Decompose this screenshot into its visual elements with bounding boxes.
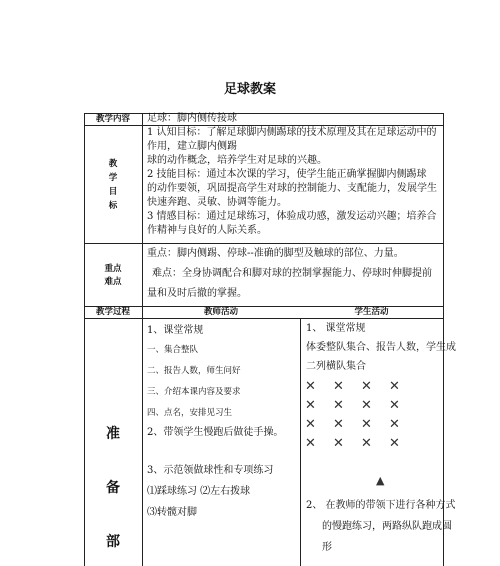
- goals-label-char: 目: [108, 187, 118, 197]
- student-position-icon: ✕: [389, 436, 400, 451]
- content-label: 教学内容: [95, 114, 130, 124]
- teacher-line: 2、带领学生慢跑后做徒手操。: [147, 427, 284, 438]
- content-text: 足球：脚内侧传接球: [147, 113, 237, 124]
- goals-line: 2 技能目标：通过本次课的学习，使学生能正确掌握脚内侧踢球: [147, 169, 427, 180]
- stage-char: 部: [106, 534, 120, 550]
- goals-label-char: 学: [108, 173, 118, 183]
- student-position-icon: ✕: [333, 379, 344, 394]
- student-position-icon: ✕: [361, 398, 372, 413]
- key-line: 量和及时后撤的掌握。: [147, 288, 247, 299]
- teacher-line: 3、示范领做球性和专项练习: [147, 465, 274, 476]
- student-position-icon: ✕: [333, 398, 344, 413]
- student-line: 形: [322, 542, 332, 553]
- key-label-line: 难点: [104, 277, 122, 287]
- goals-line: 1 认知目标：了解足球脚内侧踢球的技术原理及其在足球运动中的: [147, 127, 437, 138]
- process-header-col1: 教学过程: [95, 307, 130, 317]
- student-position-icon: ✕: [389, 417, 400, 432]
- student-position-icon: ✕: [389, 398, 400, 413]
- stage-char: 备: [106, 480, 120, 496]
- process-header-col2: 教师活动: [203, 307, 238, 317]
- goals-label-char: 标: [108, 201, 118, 211]
- stage-char: 准: [106, 426, 120, 442]
- student-position-icon: ✕: [389, 379, 400, 394]
- goals-line: 作精神与良好的人际关系。: [147, 225, 267, 236]
- teacher-line: ⑴踩球练习 ⑵左右拨球: [147, 486, 251, 497]
- student-position-icon: ✕: [305, 379, 316, 394]
- student-line: 体委整队集合、报告人数，学生成: [306, 342, 456, 353]
- teacher-line: 二、报告人数，师生问好: [147, 366, 241, 376]
- teacher-position-icon: ▲: [376, 474, 385, 487]
- student-position-icon: ✕: [361, 436, 372, 451]
- student-position-icon: ✕: [305, 398, 316, 413]
- goals-line: 球的动作概念，培养学生对足球的兴趣。: [147, 155, 327, 166]
- student-position-icon: ✕: [361, 417, 372, 432]
- student-position-icon: ✕: [333, 417, 344, 432]
- goals-line: 的动作要领，巩固提高学生对球的控制能力、支配能力，发展学生: [147, 183, 437, 194]
- key-label-line: 重点: [104, 264, 122, 274]
- key-line: 难点：全身协调配合和脚对球的控制掌握能力、停球时伸脚提前: [152, 268, 432, 279]
- teacher-line: 一、集合整队: [147, 345, 199, 355]
- student-line: 1、 课堂常规: [306, 323, 366, 334]
- student-line: 的慢跑练习，两路纵队跑成圆: [322, 521, 452, 532]
- student-line: 2、 在教师的带领下进行各种方式: [306, 500, 456, 511]
- goals-line: 作用，建立脚内侧踢: [147, 141, 237, 152]
- process-header-col3: 学生活动: [354, 307, 389, 317]
- goals-label-char: 教: [108, 159, 118, 169]
- student-position-icon: ✕: [305, 436, 316, 451]
- student-position-icon: ✕: [333, 436, 344, 451]
- teacher-line: ⑶转髋对脚: [147, 507, 197, 518]
- key-line: 重点：脚内侧踢、停球--准确的脚型及触球的部位、力量。: [147, 248, 404, 259]
- page-title: 足球教案: [223, 82, 276, 97]
- teacher-line: 四、点名，安排见习生: [147, 408, 233, 418]
- student-line: 二列横队集合: [306, 361, 366, 372]
- goals-line: 快速奔跑、灵敏、协调等能力。: [147, 197, 287, 208]
- teacher-line: 三、介绍本课内容及要求: [147, 387, 241, 397]
- student-position-icon: ✕: [361, 379, 372, 394]
- goals-line: 3 情感目标：通过足球练习，体验成功感，激发运动兴趣；培养合: [147, 211, 437, 222]
- teacher-line: 1、课堂常规: [147, 325, 204, 336]
- student-position-icon: ✕: [305, 417, 316, 432]
